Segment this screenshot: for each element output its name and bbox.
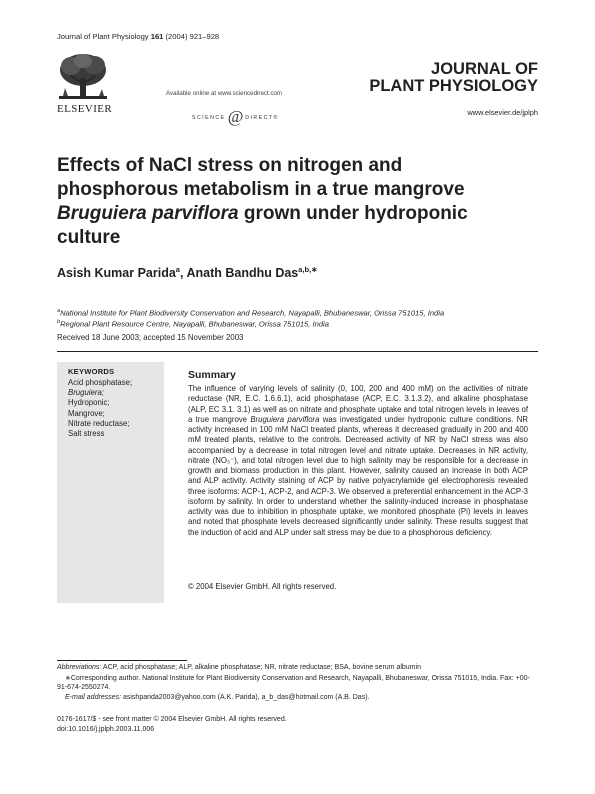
- publisher-name: ELSEVIER: [57, 103, 113, 115]
- issn-line: 0176-1617/$ - see front matter © 2004 Elsevier GmbH. All rights reserved.: [57, 716, 287, 723]
- author-name: Asish Kumar Parida: [57, 266, 176, 281]
- keyword-item: Bruguiera;: [68, 388, 104, 398]
- keywords-list: [68, 378, 132, 439]
- journal-title: JOURNAL OF PLANT PHYSIOLOGY: [369, 60, 538, 95]
- elsevier-tree-logo: [57, 52, 109, 102]
- affiliation-b: $^b$Regional Plant Resource Centre, Nayapalli, Bhubaneswar, Orissa 751015, India: [57, 319, 329, 329]
- summary-heading: Summary: [188, 369, 236, 381]
- keyword-item: Salt stress: [68, 429, 105, 439]
- journal-reference: Journal of Plant Physiology 161 (2004) 921–928: [57, 32, 220, 41]
- divider: [57, 351, 538, 352]
- abbreviations-footnote: Abbreviations: ACP, acid phosphatase; ALP, alkaline phosphatase; NR, nitrate reductase; BSA, bovine serum albumin: [57, 664, 421, 671]
- keyword-item: Acid phosphatase;: [68, 378, 133, 387]
- author-name: Anath Bandhu Das: [186, 266, 299, 281]
- keyword-item: Mangrove;: [68, 408, 105, 418]
- keywords-title: KEYWORDS: [68, 367, 115, 376]
- footnote-divider: [57, 660, 187, 661]
- keyword-item: Hydroponic;: [68, 398, 110, 408]
- article-title: Effects of NaCl stress on nitrogen and phosphorous metabolism in a true mangrove Bruguiera parviflora grown under hydroponic culture: [57, 155, 468, 248]
- affiliation-a: $^a$National Institute for Plant Biodiversity Conservation and Research, Nayapalli, Bhubaneswar, Orissa 751015, India: [57, 308, 445, 318]
- received-dates: Received 18 June 2003; accepted 15 November 2003: [57, 333, 244, 342]
- keyword-item: Nitrate reductase;: [68, 418, 130, 428]
- author-list: Asish Kumar Parida$^a$, Anath Bandhu Das$^{a,b,∗}$: [57, 265, 318, 281]
- email-footnote: E-mail addresses: asishparida2003@yahoo.com (A.K. Parida), a_b_das@hotmail.com (A.B. Das).: [65, 694, 370, 701]
- doi-link[interactable]: doi:10.1016/j.jplph.2003.11.006: [57, 726, 155, 733]
- available-online-text: Available online at www.sciencedirect.com: [166, 90, 283, 97]
- sciencedirect-logo: SCIENCE @ DIRECT®: [192, 107, 279, 126]
- summary-copyright: © 2004 Elsevier GmbH. All rights reserved.: [188, 582, 337, 591]
- corresponding-author-footnote: ∗Corresponding author. National Institute for Plant Biodiversity Conservation and Research, Nayapalli, Bhubaneswar, Orissa 751015, India. Fax: +00-91-674-2550274.: [57, 675, 530, 692]
- sciencedirect-at-icon: @: [227, 107, 244, 126]
- summary-text: The influence of varying levels of salinity (0, 100, 200 and 400 mM) on the activities of nitrate reductase (NR, E.C. 1.6.6.1), acid phosphatase (ACP, E.C. 3.1.3.2), and alkaline phosphatase (ALP, EC 3.1. 3.1) as well as on nitrate and phosphate uptake and total nitrogen levels in leaves of a true mangrove Bruguiera parviflora was investigated under hydroponic culture conditions. NR activity increased in 100 mM NaCl treated plants, whereas it decreased gradually in 200 and 400 mM treated plants, relative to the controls. Decreased activity of NR by NaCl stress was also accompanied by a decrease in total nitrogen level and nitrate uptake. Decreases in NR activity, nitrate (NO₃⁻), and total nitrogen level due to high salinity may be responsible for a decrease in growth and biomass production in this plant. However, salinity caused an increase in both ACP and ALP activity. Activity staining of ACP by native polyacrylamide gel electrophoresis revealed three isoforms: ACP-1, ACP-2, and ACP-3. We observed a preferential enhancement in the ACP-3 isoform by salinity. In order to understand whether the salinity-induced increase in phosphatase activity was due to inhibition in phosphate uptake, we monitored phosphate (Pi) levels in leaves and noted that phosphate levels decreased significantly under salinity. These results suggest that the induction of acid and ALP under salt stress may be due to a phosphorous deficiency.: [188, 384, 528, 537]
- journal-url-link[interactable]: www.elsevier.de/jplph: [467, 108, 538, 117]
